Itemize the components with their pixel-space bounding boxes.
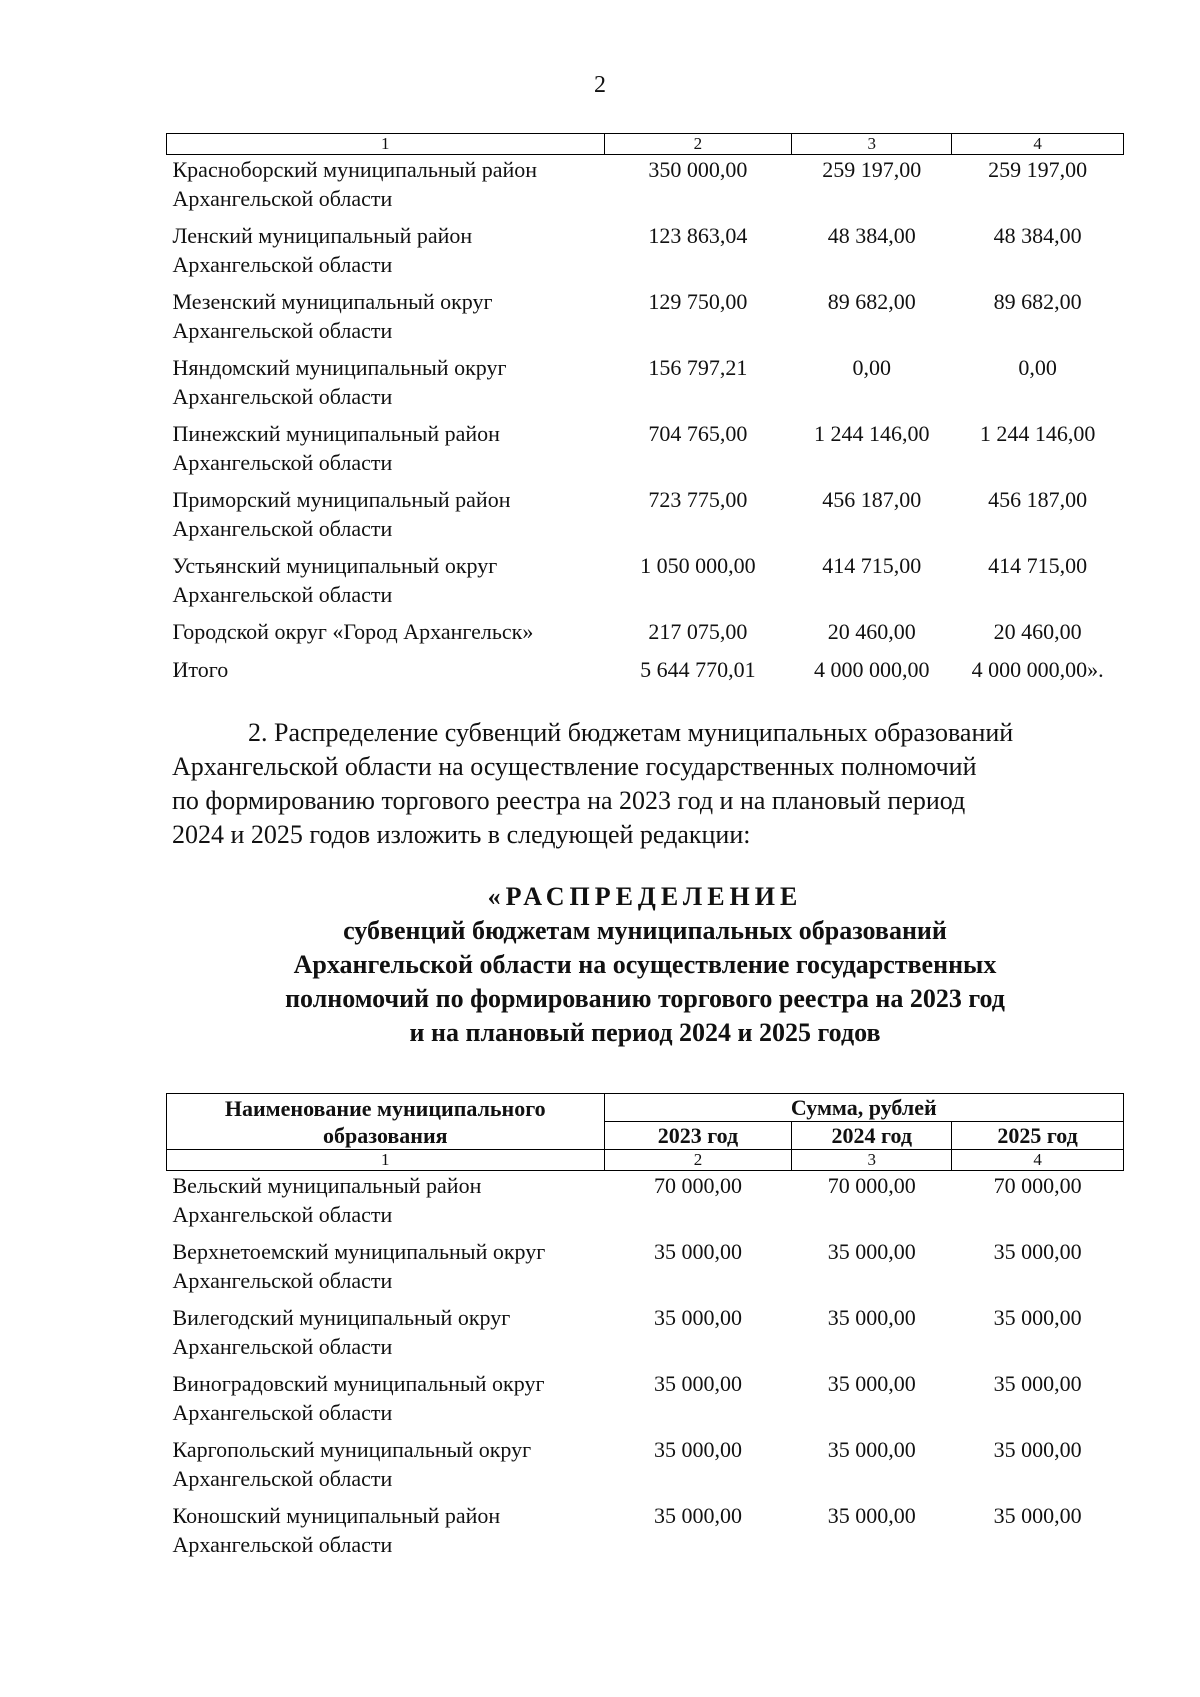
municipality-name	[167, 485, 605, 551]
value-2023: 350 000,00	[648, 157, 748, 182]
value-2023: 123 863,04	[648, 223, 748, 248]
value-2023: 35 000,00	[653, 1503, 742, 1528]
title-heading: «РАСПРЕДЕЛЕНИЕ	[487, 882, 803, 911]
table-row	[167, 287, 1124, 353]
municipality-name	[167, 551, 605, 617]
column-number: 2	[604, 1150, 792, 1171]
table-row	[167, 1237, 1124, 1303]
total-2024: 4 000 000,00	[813, 657, 930, 682]
value-2024: 70 000,00	[827, 1173, 916, 1198]
value-2023: 217 075,00	[648, 619, 748, 644]
value-2025: 414 715,00	[988, 553, 1088, 578]
title-line: субвенций бюджетам муниципальных образований	[343, 916, 947, 945]
value-2024: 35 000,00	[827, 1437, 916, 1462]
column-number-row	[167, 134, 1124, 155]
municipality-name	[167, 221, 605, 287]
value-2025: 1 244 146,00	[979, 421, 1096, 446]
paragraph-line: Архангельской области на осуществление государственных полномочий	[172, 752, 977, 781]
value-2023: 704 765,00	[648, 421, 748, 446]
value-2023: 35 000,00	[653, 1305, 742, 1330]
value-2025: 35 000,00	[993, 1437, 1082, 1462]
header-row	[167, 1094, 1124, 1122]
municipality-name-line: Архангельской области	[172, 318, 393, 343]
distribution-table-continued	[166, 133, 1124, 693]
municipality-name-line: Архангельской области	[172, 1466, 393, 1491]
value-2025: 0,00	[1018, 355, 1057, 380]
value-2024: 35 000,00	[827, 1371, 916, 1396]
value-2024: 35 000,00	[827, 1239, 916, 1264]
table-row	[167, 1501, 1124, 1567]
municipality-name	[167, 287, 605, 353]
municipality-name-line: Верхнетоемский муниципальный округ	[172, 1239, 546, 1264]
table-row-city	[167, 617, 1124, 655]
value-2023: 1 050 000,00	[640, 553, 756, 578]
total-2023: 5 644 770,01	[640, 657, 756, 682]
municipality-name-line: Архангельской области	[172, 186, 393, 211]
column-number: 1	[167, 1150, 605, 1171]
municipality-name	[167, 1369, 605, 1435]
value-2025: 70 000,00	[993, 1173, 1082, 1198]
value-2024: 35 000,00	[827, 1305, 916, 1330]
title-line: Архангельской области на осуществление государственных	[293, 950, 997, 979]
table-row	[167, 485, 1124, 551]
value-2023: 35 000,00	[653, 1239, 742, 1264]
municipality-name-line: Архангельской области	[172, 1532, 393, 1557]
municipality-name: Городской округ «Город Архангельск»	[172, 619, 534, 644]
municipality-name-line: Архангельской области	[172, 1268, 393, 1293]
value-2023: 129 750,00	[648, 289, 748, 314]
table-row	[167, 419, 1124, 485]
value-2024: 259 197,00	[822, 157, 922, 182]
title-line: и на плановый период 2024 и 2025 годов	[409, 1018, 881, 1047]
value-2025: 35 000,00	[993, 1305, 1082, 1330]
municipality-name-line: Пинежский муниципальный район	[172, 421, 500, 446]
table-row	[167, 353, 1124, 419]
municipality-name-line: Приморский муниципальный район	[172, 487, 511, 512]
value-2025: 35 000,00	[993, 1503, 1082, 1528]
value-2024: 414 715,00	[822, 553, 922, 578]
table-row	[167, 155, 1124, 222]
value-2025: 48 384,00	[993, 223, 1082, 248]
municipality-name-line: Архангельской области	[172, 1202, 393, 1227]
column-number-row	[167, 1150, 1124, 1171]
value-2023: 35 000,00	[653, 1437, 742, 1462]
table-row	[167, 1303, 1124, 1369]
municipality-name-line: Вилегодский муниципальный округ	[172, 1305, 511, 1330]
header-year: 2025 год	[952, 1122, 1124, 1150]
municipality-name-line: Устьянский муниципальный округ	[172, 553, 498, 578]
column-number: 2	[604, 134, 792, 155]
municipality-name-line: Красноборский муниципальный район	[172, 157, 538, 182]
value-2024: 456 187,00	[822, 487, 922, 512]
municipality-name	[167, 1435, 605, 1501]
table-row	[167, 1171, 1124, 1238]
value-2024: 89 682,00	[827, 289, 916, 314]
municipality-name	[167, 419, 605, 485]
paragraph-line: 2024 и 2025 годов изложить в следующей редакции:	[172, 820, 751, 849]
value-2024: 35 000,00	[827, 1503, 916, 1528]
municipality-name-line: Ленский муниципальный район	[172, 223, 473, 248]
distribution-title	[172, 880, 1118, 1050]
header-year: 2023 год	[604, 1122, 792, 1150]
value-2025: 20 460,00	[993, 619, 1082, 644]
amendment-paragraph	[172, 716, 1118, 852]
value-2024: 0,00	[852, 355, 891, 380]
page-number: 2	[594, 72, 606, 98]
column-number: 1	[167, 134, 605, 155]
paragraph-line: 2. Распределение субвенций бюджетам муниципальных образований	[248, 718, 1014, 747]
value-2025: 35 000,00	[993, 1371, 1082, 1396]
table-row	[167, 551, 1124, 617]
value-2023: 35 000,00	[653, 1371, 742, 1396]
municipality-name-line: Няндомский муниципальный округ	[172, 355, 507, 380]
table-row	[167, 1435, 1124, 1501]
municipality-name-line: Архангельской области	[172, 1334, 393, 1359]
value-2023: 723 775,00	[648, 487, 748, 512]
column-number: 4	[952, 134, 1124, 155]
municipality-name-line: Архангельской области	[172, 516, 393, 541]
header-sum: Сумма, рублей	[604, 1094, 1123, 1122]
municipality-name-line: Архангельской области	[172, 1400, 393, 1425]
municipality-name-line: Каргопольский муниципальный округ	[172, 1437, 532, 1462]
value-2024: 1 244 146,00	[813, 421, 930, 446]
header-text: образования	[323, 1122, 448, 1148]
table-row	[167, 221, 1124, 287]
value-2023: 70 000,00	[653, 1173, 742, 1198]
municipality-name-line: Вельский муниципальный район	[172, 1173, 482, 1198]
municipality-name-line: Архангельской области	[172, 450, 393, 475]
municipality-name	[167, 353, 605, 419]
value-2025: 89 682,00	[993, 289, 1082, 314]
value-2024: 48 384,00	[827, 223, 916, 248]
paragraph-line: по формированию торгового реестра на 2023 год и на плановый период	[172, 786, 966, 815]
column-number: 3	[792, 1150, 952, 1171]
municipality-name-line: Архангельской области	[172, 384, 393, 409]
value-2025: 259 197,00	[988, 157, 1088, 182]
value-2024: 20 460,00	[827, 619, 916, 644]
value-2025: 456 187,00	[988, 487, 1088, 512]
municipality-name	[167, 1171, 605, 1238]
municipality-name-line: Архангельской области	[172, 582, 393, 607]
municipality-name	[167, 1501, 605, 1567]
column-number: 3	[792, 134, 952, 155]
municipality-name	[167, 155, 605, 222]
municipality-name	[167, 1237, 605, 1303]
table-row-total	[167, 655, 1124, 693]
distribution-table	[166, 1093, 1124, 1567]
total-2025: 4 000 000,00».	[971, 657, 1104, 682]
table-row	[167, 1369, 1124, 1435]
header-text: Наименование муниципального	[224, 1095, 546, 1121]
value-2023: 156 797,21	[648, 355, 748, 380]
header-municipality	[167, 1094, 605, 1150]
municipality-name-line: Коношский муниципальный район	[172, 1503, 501, 1528]
title-line: полномочий по формированию торгового реестра на 2023 год	[285, 984, 1005, 1013]
municipality-name-line: Виноградовский муниципальный округ	[172, 1371, 545, 1396]
header-year: 2024 год	[792, 1122, 952, 1150]
total-label: Итого	[172, 657, 229, 682]
municipality-name-line: Мезенский муниципальный округ	[172, 289, 493, 314]
municipality-name	[167, 1303, 605, 1369]
value-2025: 35 000,00	[993, 1239, 1082, 1264]
column-number: 4	[952, 1150, 1124, 1171]
municipality-name-line: Архангельской области	[172, 252, 393, 277]
